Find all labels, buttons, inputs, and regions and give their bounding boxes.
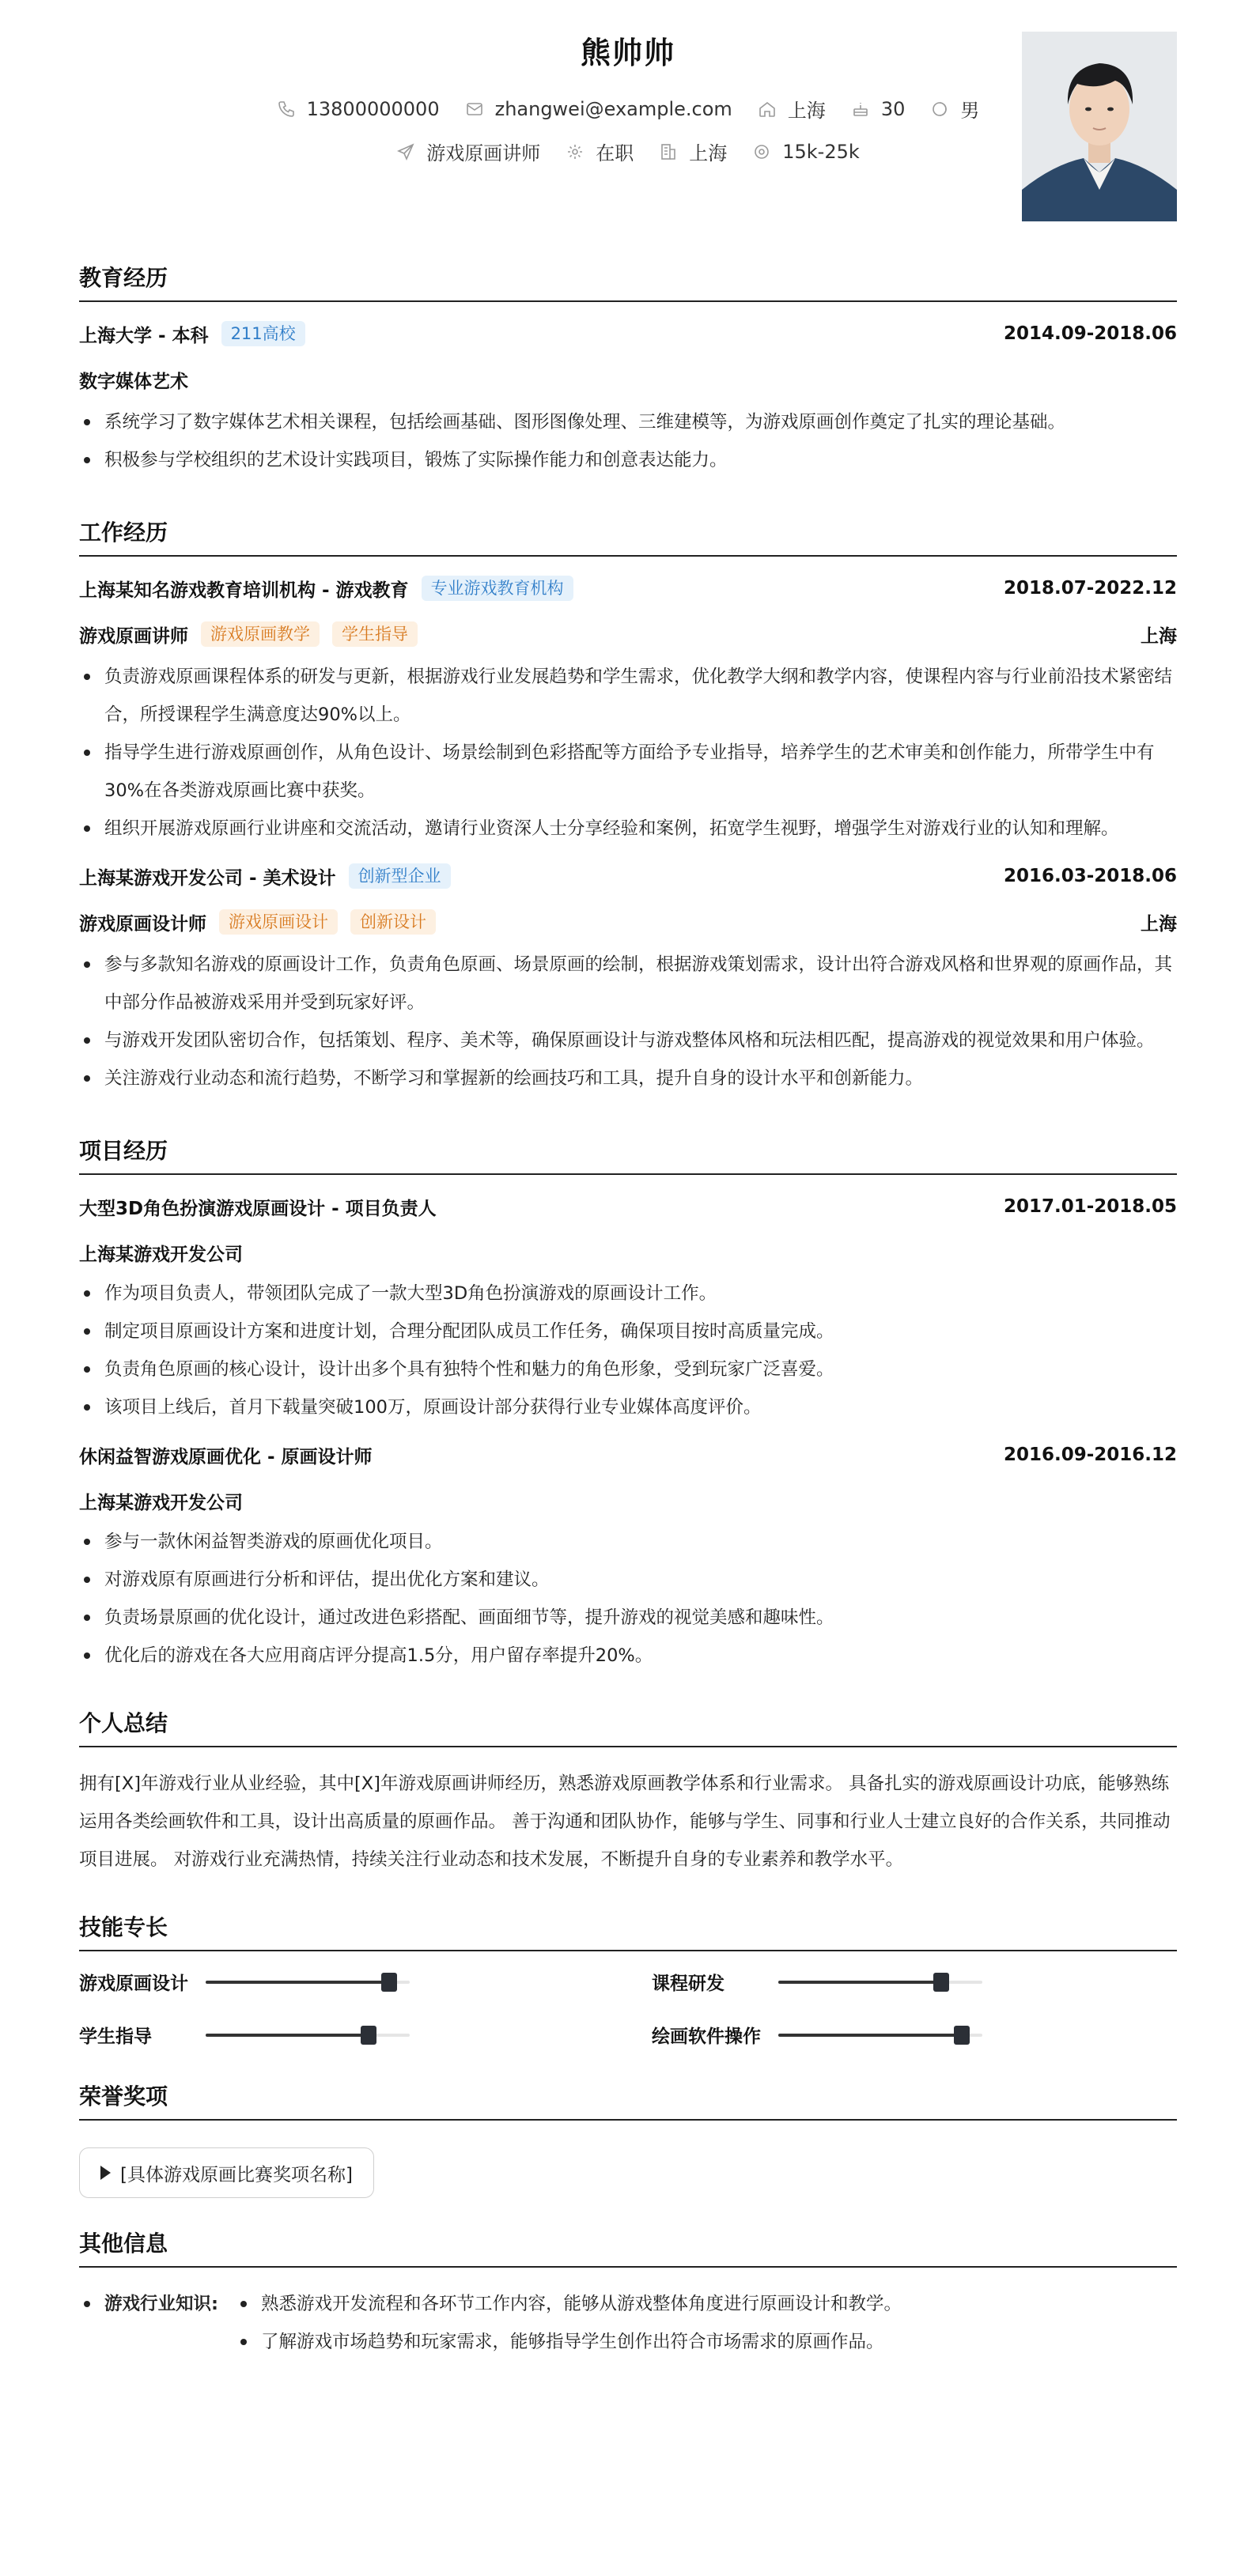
list-item: 制定项目原画设计方案和进度计划，合理分配团队成员工作任务，确保项目按时高质量完成。 [79,1313,1177,1350]
email-icon [465,100,484,119]
role-group [79,909,436,935]
list-item: 负责游戏原画课程体系的研发与更新，根据游戏行业发展趋势和学生需求，优化教学大纲和教学内容，使课程内容与行业前沿技术紧密结合，所授课程学生满意度达90%以上。 [79,658,1177,734]
list-item: 了解游戏市场趋势和玩家需求，能够指导学生创作出符合市场需求的原画作品。 [236,2323,902,2361]
project-bullets [79,1275,1177,1426]
work-entry [79,862,1177,1097]
company-tag: 创新型企业 [349,863,451,889]
skill-bar [206,1981,410,1984]
skill-item [652,1969,1177,1995]
list-item: 组织开展游戏原画行业讲座和交流活动，邀请行业资深人士分享经验和案例，拓宽学生视野，增强学生对游戏行业的认知和理解。 [79,810,1177,848]
status-text: 在职 [596,142,634,164]
work-bullets [79,658,1177,848]
building-icon [659,142,678,161]
work-dates: 2018.07-2022.12 [1003,578,1177,599]
role-name: 游戏原画讲师 [79,625,188,647]
job-target-text: 游戏原画讲师 [426,142,541,164]
work-dates: 2016.03-2018.06 [1003,866,1177,886]
target-city-item [659,138,727,165]
education-section [79,261,1177,479]
role-row [79,908,1177,936]
skill-name: 绘画软件操作 [652,2026,761,2047]
work-title: 工作经历 [79,516,1177,557]
projects-section [79,1134,1177,1675]
skill-fill [778,2034,962,2037]
profile-photo [1022,32,1177,221]
play-triangle-icon [100,2166,111,2180]
resume-header [79,0,1177,229]
projects-title: 项目经历 [79,1134,1177,1175]
role-tag: 学生指导 [332,621,418,647]
project-dates: 2016.09-2016.12 [1003,1445,1177,1465]
work-company-group [79,863,451,890]
project-entry [79,1192,1177,1426]
status-icon [566,142,584,161]
skills-grid [79,1969,1177,2048]
age-text: 30 [880,97,906,120]
project-dates: 2017.01-2018.05 [1003,1196,1177,1217]
salary-item [752,141,860,163]
other-label: 游戏行业知识: [79,2285,236,2361]
location-text: 上海 [787,100,826,122]
other-row [79,2285,1177,2361]
home-icon [758,100,777,119]
list-item: 优化后的游戏在各大应用商店评分提高1.5分，用户留存率提升20%。 [79,1637,1177,1675]
contact-row [79,95,1177,123]
education-dates: 2014.09-2018.06 [1003,323,1177,344]
list-item: 该项目上线后，首月下载量突破100万，原画设计部分获得行业专业媒体高度评价。 [79,1388,1177,1426]
cake-icon [851,100,870,119]
list-item: 对游戏原有原画进行分析和评估，提出优化方案和建议。 [79,1561,1177,1599]
work-header-row [79,574,1177,602]
major-name: 数字媒体艺术 [79,371,188,392]
awards-section [79,2079,1177,2198]
candidate-name: 熊帅帅 [580,36,675,70]
list-item: 负责场景原画的优化设计，通过改进色彩搭配、画面细节等，提升游戏的视觉美感和趣味性。 [79,1599,1177,1637]
role-name: 游戏原画设计师 [79,913,206,935]
education-bullets [79,403,1177,479]
skill-bar [206,2034,410,2037]
other-list [236,2285,902,2361]
list-item: 系统学习了数字媒体艺术相关课程，包括绘画基础、图形图像处理、三维建模等，为游戏原画创作奠定了扎实的理论基础。 [79,403,1177,441]
job-target-item [396,138,540,165]
skill-bar [778,1981,982,1984]
other-title: 其他信息 [79,2227,1177,2268]
list-item: 积极参与学校组织的艺术设计实践项目，锻炼了实际操作能力和创意表达能力。 [79,441,1177,479]
company-tag: 专业游戏教育机构 [422,576,573,601]
skills-section [79,1910,1177,2048]
target-city-text: 上海 [689,142,728,164]
list-item: 负责角色原画的核心设计，设计出多个具有独特个性和魅力的角色形象，受到玩家广泛喜爱。 [79,1350,1177,1388]
skills-title: 技能专长 [79,1910,1177,1951]
project-header-row [79,1192,1177,1221]
school-tag: 211高校 [221,321,305,346]
project-org: 上海某游戏开发公司 [79,1492,243,1513]
role-tag: 游戏原画教学 [201,621,320,647]
list-item: 作为项目负责人，带领团队完成了一款大型3D角色扮演游戏的原画设计工作。 [79,1275,1177,1313]
salary-text: 15k-25k [782,140,860,163]
project-org: 上海某游戏开发公司 [79,1244,243,1265]
work-section [79,516,1177,1097]
work-header-row [79,862,1177,890]
skill-item [79,2022,604,2048]
skill-name: 游戏原画设计 [79,1974,188,1994]
gender-item [930,95,979,123]
company-name: 上海某游戏开发公司 - 美术设计 [79,867,336,889]
work-company-group [79,576,573,602]
award-toggle[interactable] [79,2147,374,2198]
portrait-image [1022,32,1177,221]
skill-name: 课程研发 [652,1974,724,1994]
summary-text: 拥有[X]年游戏行业从业经验，其中[X]年游戏原画讲师经历，熟悉游戏原画教学体系和行业需求。 具备扎实的游戏原画设计功底，能够熟练运用各类绘画软件和工具，设计出高质量的原画作品。 善于沟通和团队协作，能够与学生、同事和行业人士建立良好的合作关系，共同推动项目进展。 对游戏行业充满热情，持续关注行业动态和技术发展，不断提升自身的专业素养和教学水平。 [79,1773,1171,1870]
work-city: 上海 [1141,625,1177,647]
skill-level-handle [381,1973,397,1992]
skill-item [79,1969,604,1995]
role-row [79,620,1177,648]
gender-icon [930,100,949,119]
phone-text: 13800000000 [306,97,440,120]
role-tag: 创新设计 [350,909,436,935]
list-item: 熟悉游戏开发流程和各环节工作内容，能够从游戏整体角度进行原画设计和教学。 [236,2285,902,2323]
project-name: 大型3D角色扮演游戏原画设计 - 项目负责人 [79,1198,437,1219]
phone-item [277,98,440,120]
status-item [566,138,634,165]
job-intent-row [79,138,1177,165]
skill-level-handle [954,2026,970,2045]
education-entry [79,319,1177,479]
email-item [465,98,732,120]
list-item: 参与一款休闲益智类游戏的原画优化项目。 [79,1523,1177,1561]
skill-item [652,2022,1177,2048]
skill-fill [206,2034,369,2037]
send-icon [396,142,415,161]
coin-icon [752,142,771,161]
work-city: 上海 [1141,913,1177,935]
education-school-group [79,321,305,347]
list-item: 参与多款知名游戏的原画设计工作，负责角色原画、场景原画的绘制，根据游戏策划需求，设计出符合游戏风格和世界观的原画作品，其中部分作品被游戏采用并受到玩家好评。 [79,946,1177,1022]
age-item [851,98,906,120]
skill-level-handle [361,2026,376,2045]
awards-title: 荣誉奖项 [79,2079,1177,2121]
skill-fill [778,1981,941,1984]
email-text: zhangwei@example.com [494,97,732,120]
summary-section [79,1706,1177,1879]
project-name: 休闲益智游戏原画优化 - 原画设计师 [79,1446,373,1467]
summary-title: 个人总结 [79,1706,1177,1747]
award-name: [具体游戏原画比赛奖项名称] [120,2164,353,2185]
other-section [79,2227,1177,2361]
project-header-row [79,1441,1177,1469]
list-item: 指导学生进行游戏原画创作，从角色设计、场景绘制到色彩搭配等方面给予专业指导，培养学生的艺术审美和创作能力，所带学生中有30%在各类游戏原画比赛中获奖。 [79,734,1177,810]
skill-bar [778,2034,982,2037]
education-header-row [79,319,1177,348]
list-item: 关注游戏行业动态和流行趋势，不断学习和掌握新的绘画技巧和工具，提升自身的设计水平和创新能力。 [79,1059,1177,1097]
role-tag: 游戏原画设计 [219,909,338,935]
project-entry [79,1441,1177,1675]
company-name: 上海某知名游戏教育培训机构 - 游戏教育 [79,580,409,601]
location-item [758,95,826,123]
skill-fill [206,1981,389,1984]
skill-level-handle [933,1973,949,1992]
role-group [79,621,418,648]
project-bullets [79,1523,1177,1675]
work-entry [79,574,1177,848]
work-bullets [79,946,1177,1097]
gender-text: 男 [960,100,980,122]
phone-icon [277,100,296,119]
skill-name: 学生指导 [79,2026,152,2047]
school-name: 上海大学 - 本科 [79,325,209,346]
education-title: 教育经历 [79,261,1177,302]
list-item: 与游戏开发团队密切合作，包括策划、程序、美术等，确保原画设计与游戏整体风格和玩法相匹配，提高游戏的视觉效果和用户体验。 [79,1022,1177,1059]
